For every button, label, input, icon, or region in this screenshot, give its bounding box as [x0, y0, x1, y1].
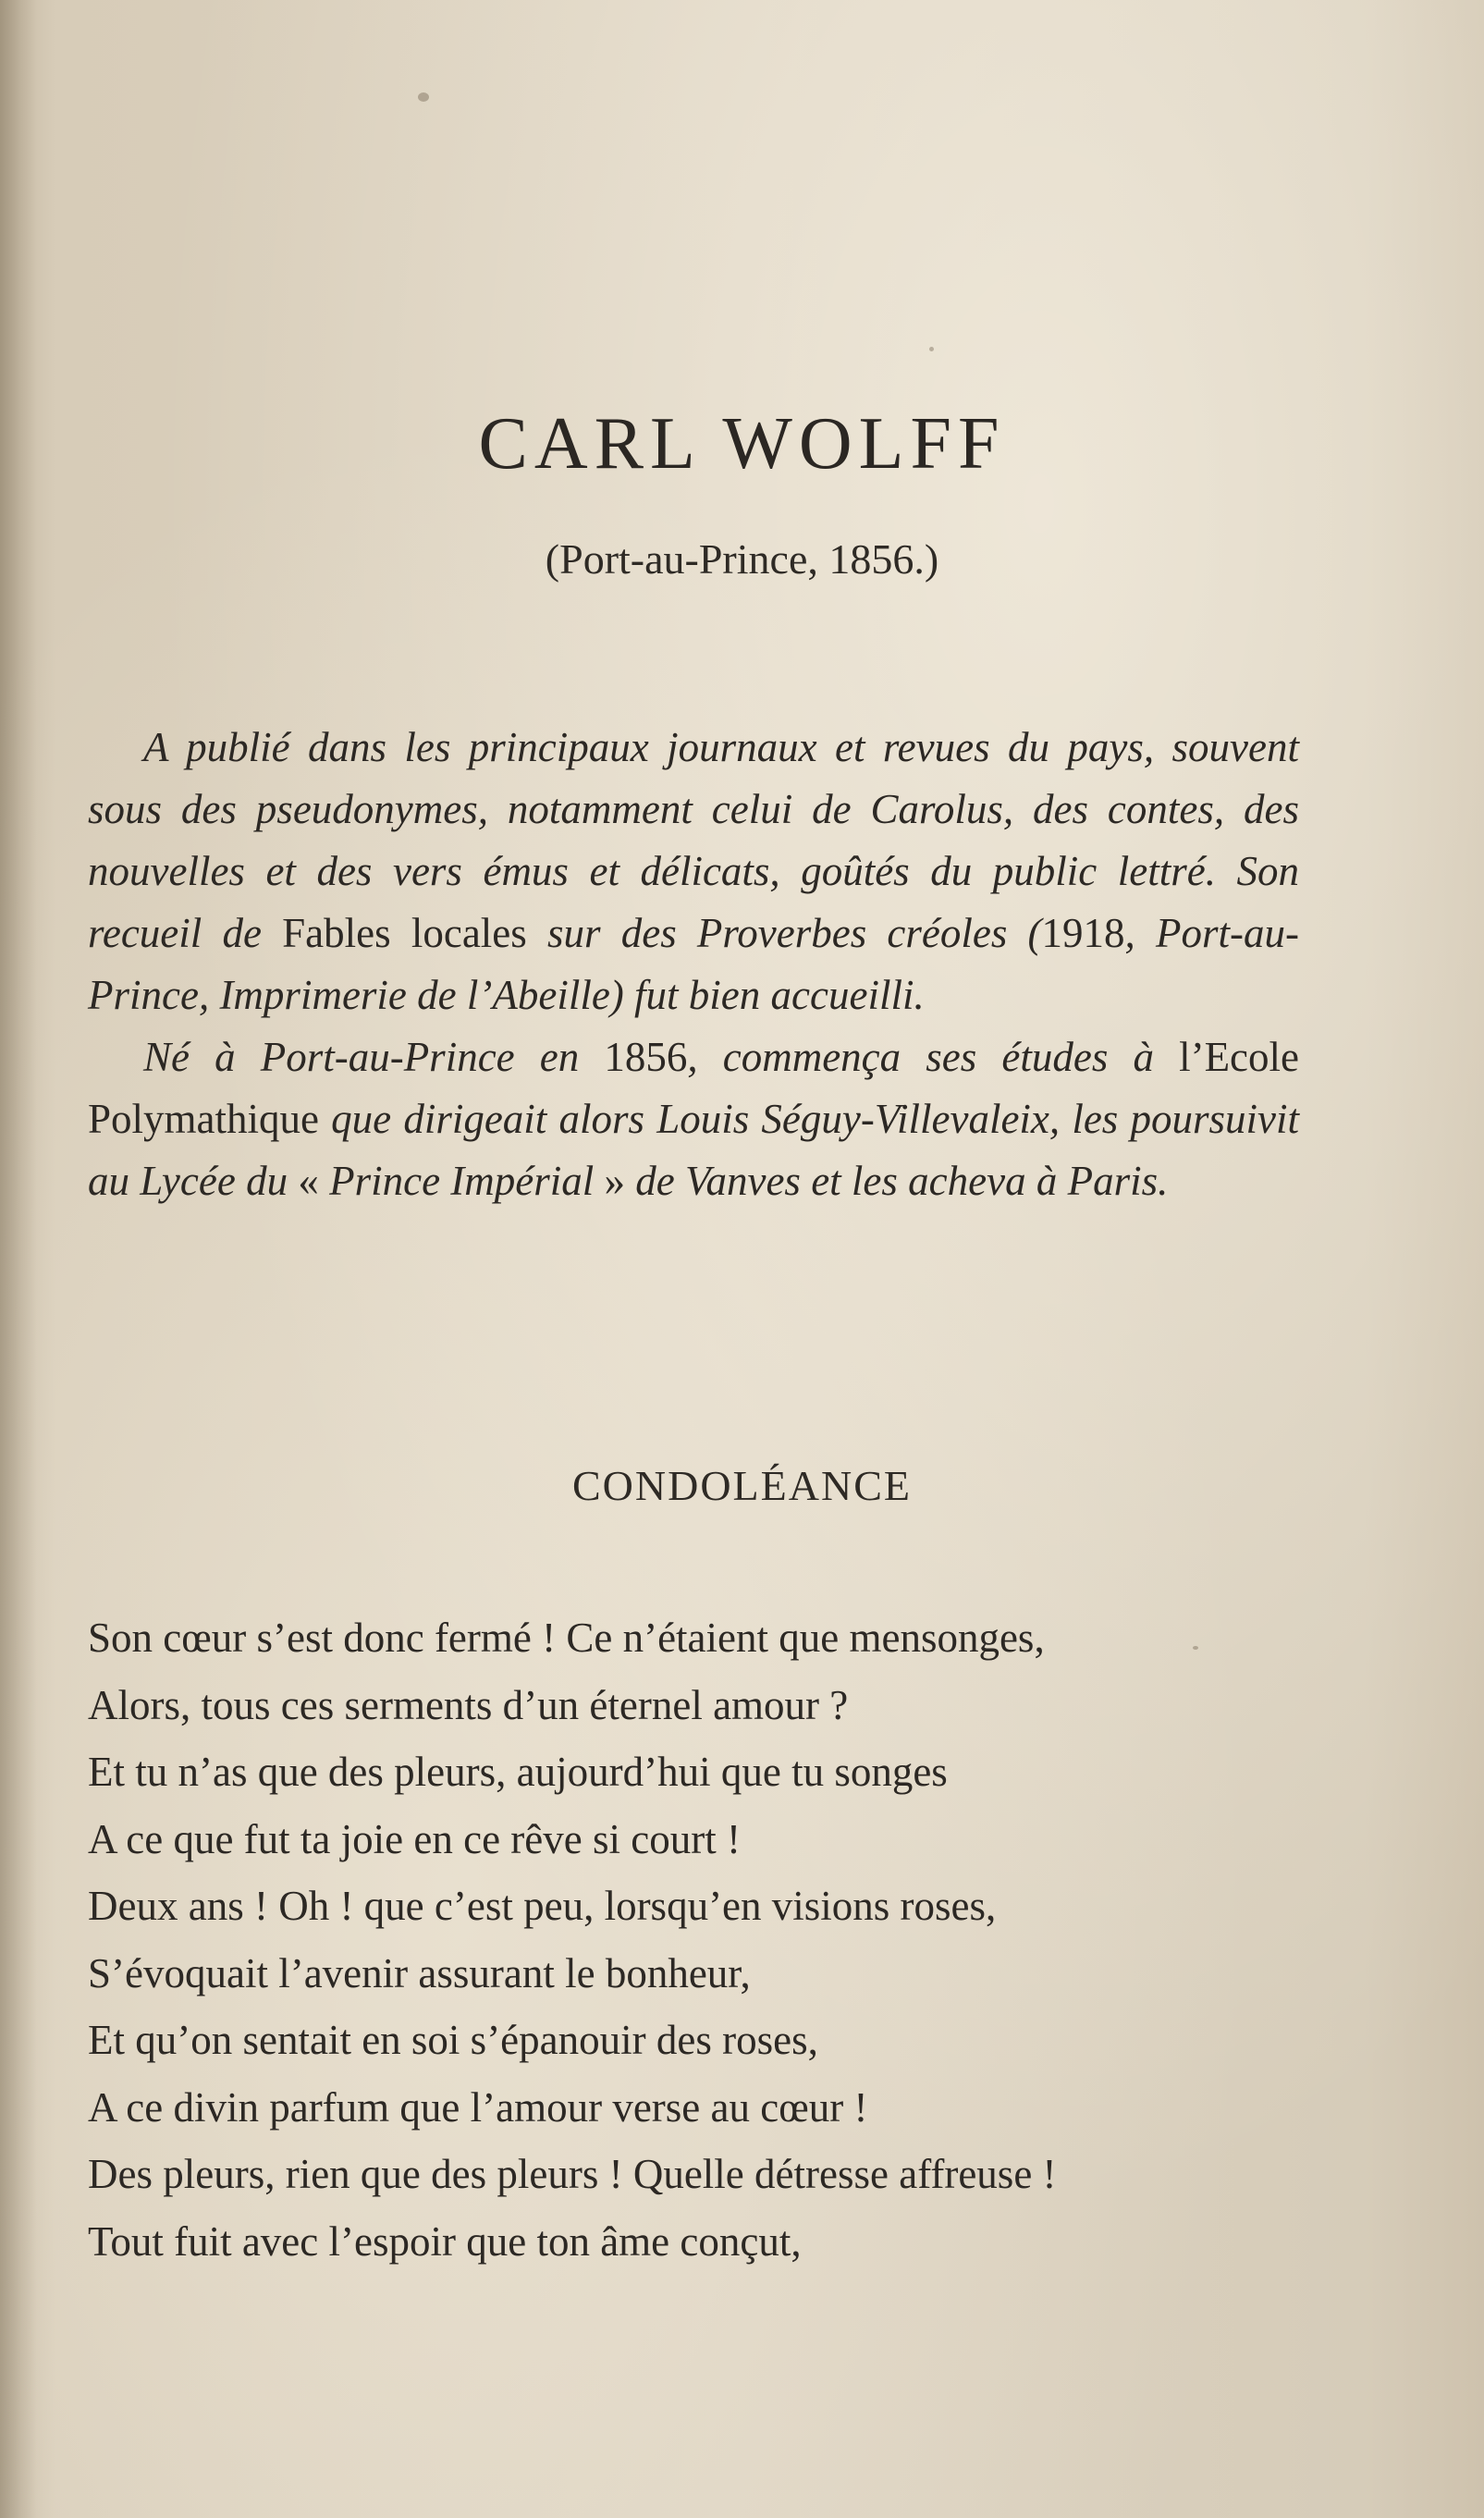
bio-text-segment: A publié dans les principaux journaux et revues du pays, souvent sous des pseudonymes, notamment celui de Carolus, des contes, des nouvelles et des vers émus et délicats, goûtés du public lettré. Son recueil de — [88, 724, 1299, 956]
poem-line: Tout fuit avec l’espoir que ton âme conçut, — [88, 2217, 802, 2265]
poem-line: Et tu n’as que des pleurs, aujourd’hui que tu songes — [88, 1749, 948, 1795]
poem-line: Alors, tous ces serments d’un éternel amour ? — [88, 1681, 849, 1728]
bio-text-segment: , Port-au-Prince, Imprimerie de l’Abeille) fut bien accueilli. — [88, 910, 1299, 1018]
poem-line: Son cœur s’est donc fermé ! Ce n’étaient que mensonges, — [88, 1615, 1045, 1661]
biography — [88, 717, 1299, 1212]
author-name: CARL WOLFF — [478, 403, 1006, 485]
bio-text-segment: 1856 — [604, 1034, 688, 1080]
poem-line: Et qu’on sentait en soi s’épanouir des roses, — [88, 2017, 818, 2063]
poem-title: CONDOLÉANCE — [572, 1462, 912, 1509]
poem-line: A ce divin parfum que l’amour verse au cœur ! — [88, 2083, 868, 2131]
author-birth-info: (Port-au-Prince, 1856.) — [545, 535, 939, 583]
poem-line: S’évoquait l’avenir assurant le bonheur, — [88, 1949, 751, 1996]
bio-text-segment: de Vanves et les acheva à Paris. — [625, 1158, 1169, 1204]
bio-text-segment: que dirigeait alors Louis Séguy-Villevaleix, les poursuivit au Lycée du — [88, 1096, 1299, 1204]
poem-line: A ce que fut ta joie en ce rêve si court ! — [88, 1815, 741, 1862]
poem-line: Deux ans ! Oh ! que c’est peu, lorsqu’en visions roses, — [88, 1883, 997, 1929]
bio-text-segment: Fables locales — [282, 910, 527, 956]
page-spine-shadow — [0, 0, 37, 2518]
biography-paragraph-2 — [88, 1026, 1299, 1212]
poem-verses — [88, 1604, 1308, 2275]
poem-line: Des pleurs, rien que des pleurs ! Quelle détresse affreuse ! — [88, 2151, 1057, 2197]
paper-speck — [418, 92, 429, 102]
bio-text-segment: sur des Proverbes créoles ( — [526, 910, 1042, 956]
bio-text-segment: » — [604, 1158, 626, 1204]
bio-text-segment: Né à Port-au-Prince en — [143, 1034, 605, 1080]
bio-text-segment: « — [298, 1158, 319, 1204]
bio-text-segment: l’Ecole Polymathique — [88, 1034, 1300, 1142]
bio-text-segment: Prince Impérial — [318, 1158, 605, 1204]
paper-speck — [929, 347, 934, 351]
bio-text-segment: , commença ses études à — [687, 1034, 1180, 1080]
bio-text-segment: 1918 — [1041, 910, 1125, 956]
biography-paragraph-1 — [88, 717, 1299, 1026]
